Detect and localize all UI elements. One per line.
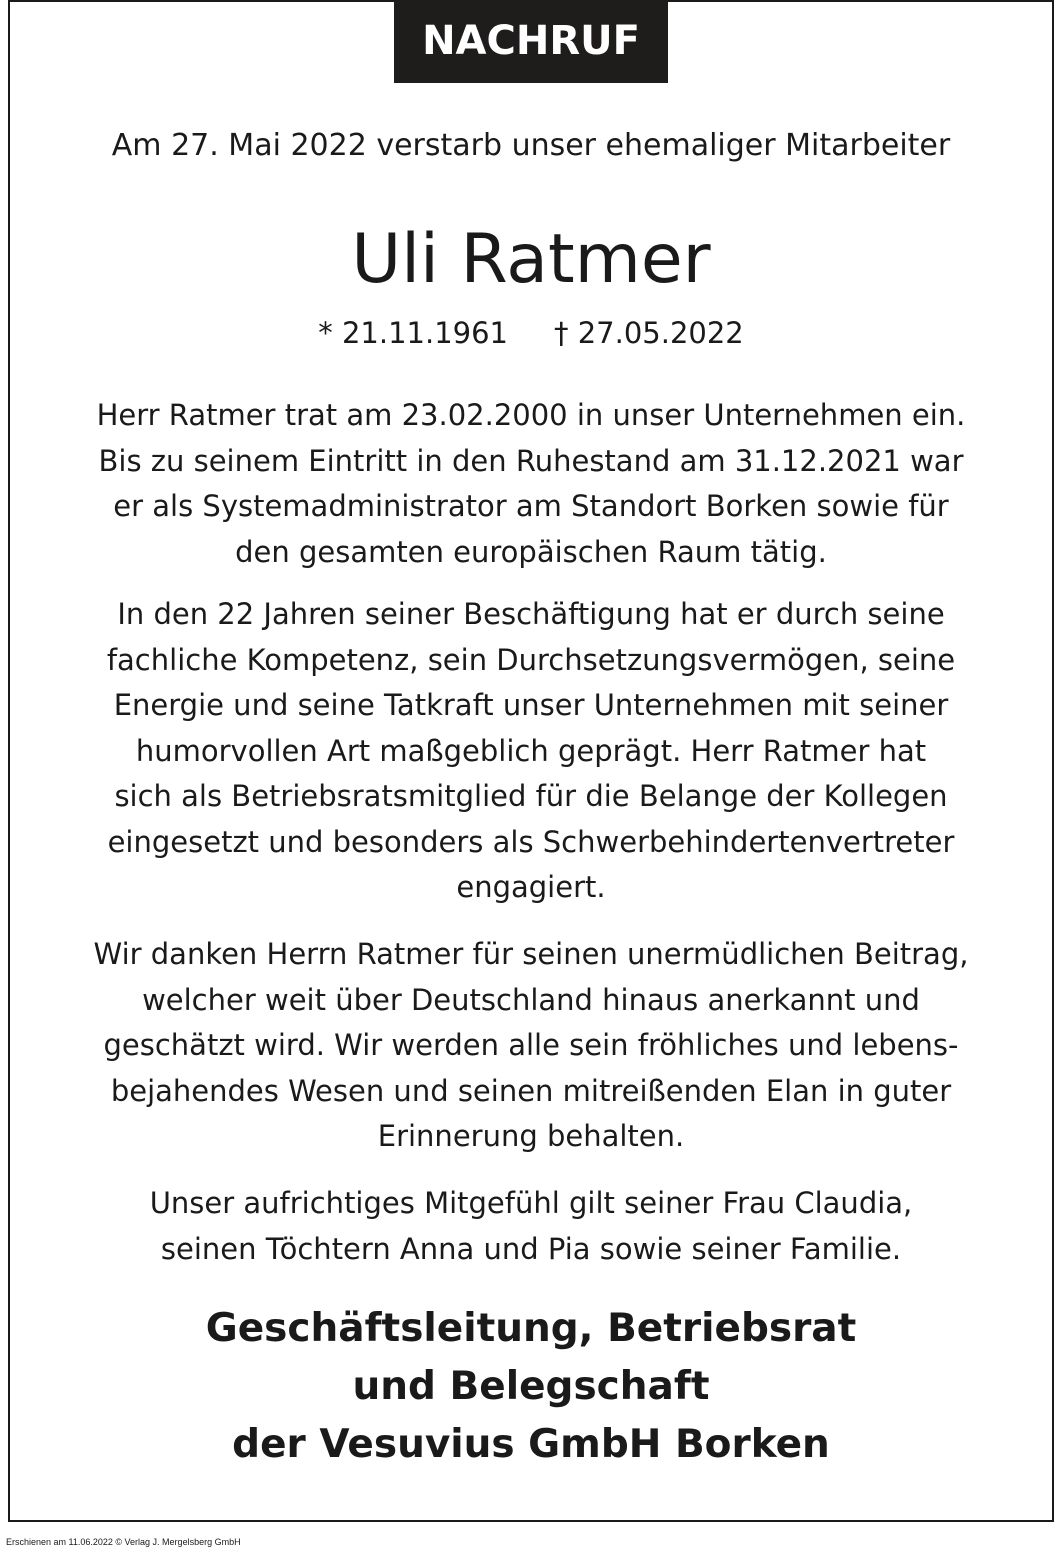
paragraph-line: er als Systemadministrator am Standort Borken sowie für	[113, 489, 949, 523]
signature-line: Geschäftsleitung, Betriebsrat	[205, 1306, 857, 1351]
birth-date: * 21.11.1961	[318, 316, 508, 350]
paragraph-line: fachliche Kompetenz, sein Durchsetzungsvermögen, seine	[106, 642, 956, 677]
paragraph-thanks	[8, 932, 1054, 1160]
paragraph-line: In den 22 Jahren seiner Beschäftigung hat er durch seine	[117, 597, 945, 631]
paragraph-line: eingesetzt und besonders als Schwerbehindertenvertreter	[107, 824, 955, 859]
paragraph-line: Energie und seine Tatkraft unser Unternehmen mit seiner	[113, 688, 949, 722]
paragraph-line: Bis zu seinem Eintritt in den Ruhestand am 31.12.2021 war	[98, 443, 964, 478]
paragraph-line: Unser aufrichtiges Mitgefühl gilt seiner Frau Claudia,	[149, 1186, 913, 1220]
paragraph-line: den gesamten europäischen Raum tätig.	[235, 534, 827, 569]
paragraph-merits	[8, 592, 1054, 911]
paragraph-line: Herr Ratmer trat am 23.02.2000 in unser Unternehmen ein.	[96, 398, 966, 432]
publication-footer: Erschienen am 11.06.2022 © Verlag J. Mergelsberg GmbH	[6, 1537, 241, 1547]
intro-text: Am 27. Mai 2022 verstarb unser ehemaliger Mitarbeiter	[111, 128, 951, 163]
paragraph-line: seinen Töchtern Anna und Pia sowie seiner Familie.	[160, 1231, 902, 1266]
death-date: † 27.05.2022	[554, 316, 744, 350]
paragraph-line: bejahendes Wesen und seinen mitreißenden Elan in guter	[110, 1073, 952, 1108]
paragraph-line: Wir danken Herrn Ratmer für seinen unermüdlichen Beitrag,	[93, 937, 969, 971]
paragraph-career	[8, 393, 1054, 575]
signature-line: und Belegschaft	[352, 1364, 710, 1409]
signature-block	[8, 1300, 1054, 1474]
life-dates	[8, 311, 1054, 355]
paragraph-line: Erinnerung behalten.	[377, 1119, 685, 1153]
paragraph-line: welcher weit über Deutschland hinaus anerkannt und	[142, 982, 920, 1017]
signature-line: der Vesuvius GmbH Borken	[232, 1422, 830, 1467]
paragraph-line: sich als Betriebsratsmitglied für die Belange der Kollegen	[114, 779, 948, 813]
obituary-header: NACHRUF	[394, 0, 668, 83]
deceased-name: Uli Ratmer	[351, 220, 711, 299]
paragraph-line: humorvollen Art maßgeblich geprägt. Herr Ratmer hat	[135, 733, 927, 768]
paragraph-line: engagiert.	[456, 870, 606, 904]
paragraph-line: geschätzt wird. Wir werden alle sein fröhliches und lebens-	[103, 1028, 959, 1062]
paragraph-condolence	[8, 1181, 1054, 1272]
